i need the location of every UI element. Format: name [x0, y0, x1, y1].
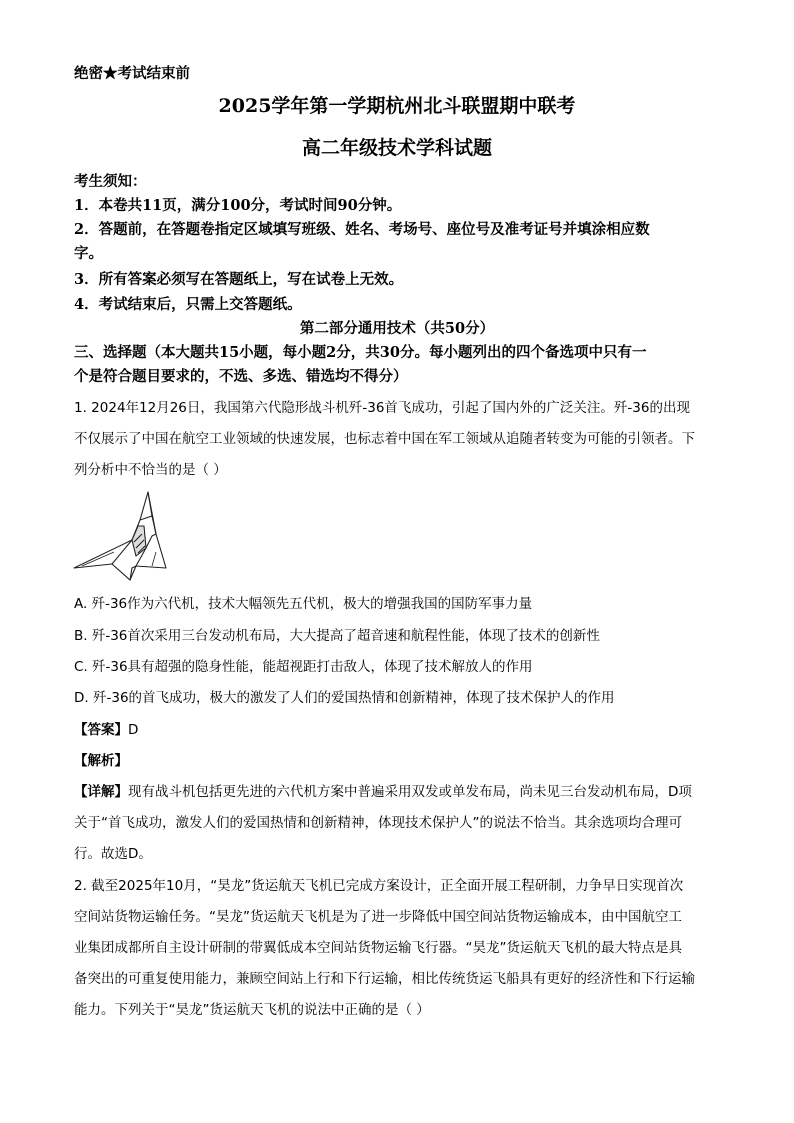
q1-detail-cont: 关于“首飞成功，激发人们的爱国热情和创新精神，体现技术保护人”的说法不恰当。其余选项均合理可 [74, 815, 682, 831]
exam-subtitle: 高二年级技术学科试题 [301, 137, 492, 159]
instructions-heading: 考生须知： [74, 173, 147, 190]
q1-option-c: C. 歼-36具有超强的隐身性能，能超视距打击敌人，体现了技术解放人的作用 [74, 659, 533, 675]
part-title: 第二部分通用技术（共50分） [299, 320, 495, 337]
analysis-label: 【解析】 [74, 753, 128, 769]
q1-stem: 不仅展示了中国在航空工业领域的快速发展，也标志着中国在军工领域从追随者转变为可能的引领者。下 [74, 431, 695, 447]
instruction-item: 4．考试结束后，只需上交答题纸。 [74, 296, 302, 313]
q1-analysis-label [74, 751, 128, 771]
detail-text: 现有战斗机包括更先进的六代机方案中普遍采用双发或单发布局，尚未见三台发动机布局，D项 [128, 784, 692, 800]
q1-option-d: D. 歼-36的首飞成功，极大的激发了人们的爱国热情和创新精神，体现了技术保护人的作用 [74, 690, 615, 706]
instruction-item: 3．所有答案必须写在答题纸上，写在试卷上无效。 [74, 271, 404, 288]
instruction-item: 字。 [74, 245, 103, 262]
detail-label: 【详解】 [74, 784, 128, 800]
q1-detail-cont: 行。故选D。 [74, 846, 152, 862]
q1-option-b: B. 歼-36首次采用三台发动机布局，大大提高了超音速和航程性能，体现了技术的创新性 [74, 628, 600, 644]
answer-value: D [128, 722, 139, 738]
q2-stem: 备突出的可重复使用能力，兼顾空间站上行和下行运输，相比传统货运飞船具有更好的经济性和下行运输 [74, 971, 695, 987]
q1-stem: 列分析中不恰当的是（ ） [74, 462, 227, 478]
exam-title: 2025学年第一学期杭州北斗联盟期中联考 [218, 95, 576, 117]
instruction-item: 1．本卷共11页，满分100分，考试时间90分钟。 [74, 197, 402, 214]
q2-stem: 空间站货物运输任务。“昊龙”货运航天飞机是为了进一步降低中国空间站货物运输成本，由中国航空工 [74, 909, 682, 925]
q1-stem: 1. 2024年12月26日，我国第六代隐形战斗机歼-36首飞成功，引起了国内外的广泛关注。歼-36的出现 [74, 400, 690, 416]
instruction-item: 2．答题前，在答题卷指定区域填写班级、姓名、考场号、座位号及准考证号并填涂相应数 [74, 221, 650, 238]
answer-label: 【答案】 [74, 722, 128, 738]
q1-answer [74, 720, 138, 740]
q2-stem: 业集团成都所自主设计研制的带翼低成本空间站货物运输飞行器。“昊龙”货运航天飞机的最大特点是具 [74, 940, 682, 956]
q2-stem: 能力。下列关于“昊龙”货运航天飞机的说法中正确的是（ ） [74, 1002, 430, 1018]
fighter-jet-icon [72, 490, 172, 582]
section-heading: 三、选择题（本大题共15小题，每小题2分，共30分。每小题列出的四个备选项中只有一 [74, 344, 647, 361]
secret-label: 绝密★考试结束前 [74, 65, 190, 82]
q2-stem: 2. 截至2025年10月，“昊龙”货运航天飞机已完成方案设计，正全面开展工程研制，力争早日实现首次 [74, 878, 684, 894]
q1-detail [74, 782, 692, 802]
section-heading-cont: 个是符合题目要求的，不选、多选、错选均不得分） [74, 368, 408, 385]
q1-option-a: A. 歼-36作为六代机，技术大幅领先五代机，极大的增强我国的国防军事力量 [74, 596, 533, 612]
